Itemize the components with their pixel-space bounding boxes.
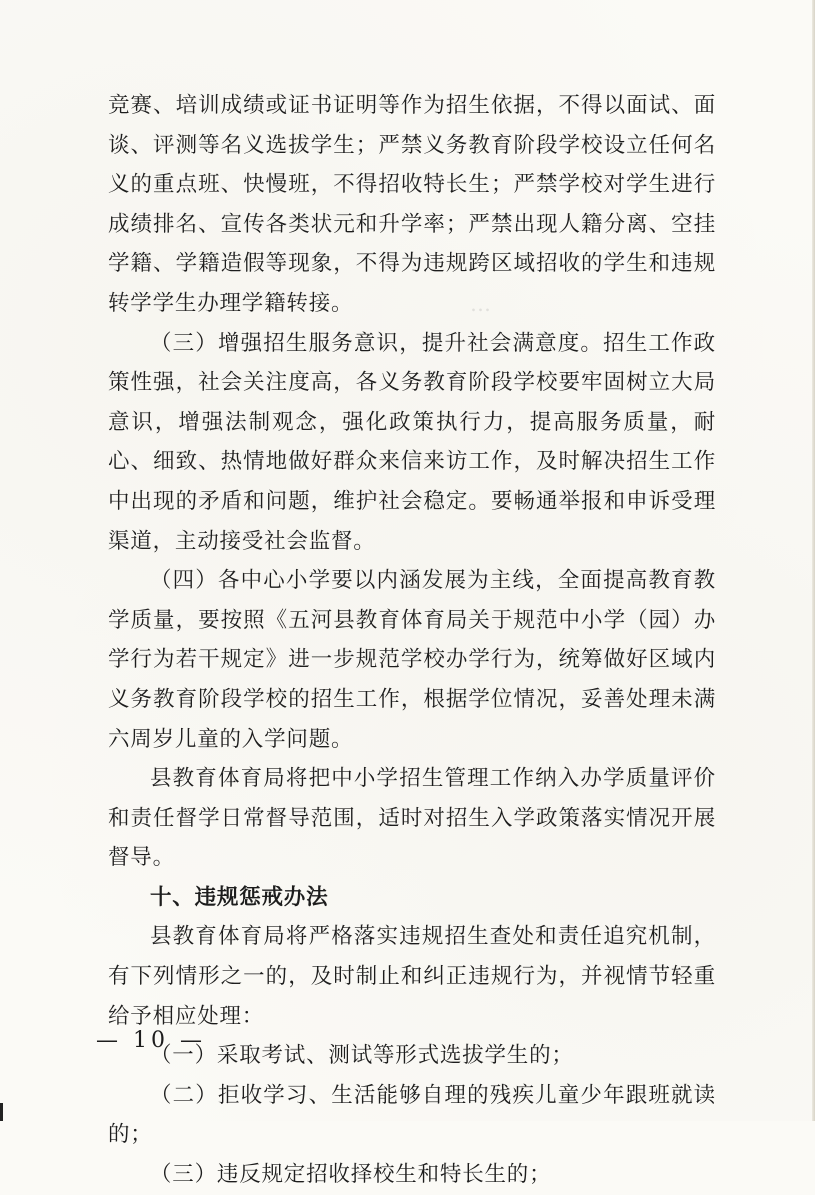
page-number: — 10 — (96, 1028, 206, 1053)
paragraph-continuation: 竞赛、培训成绩或证书证明等作为招生依据，不得以面试、面谈、评测等名义选拔学生；严禁义务教育阶段学校设立任何名义的重点班、快慢班，不得招收特长生；严禁学校对学生进行成绩排名、宣传各类状元和升学率；严禁出现人籍分离、空挂学籍、学籍造假等现象，不得为违规跨区域招收的学生和违规转学学生办理学籍转接。 (108, 93, 716, 316)
list-item-penalty-2: （二）拒收学习、生活能够自理的残疾儿童少年跟班就读的； (108, 1082, 716, 1148)
list-item-penalty-1: （一）采取考试、测试等形式选拔学生的； (150, 1043, 574, 1069)
paragraph-supervision: 县教育体育局将把中小学招生管理工作纳入办学质量评价和责任督学日常督导范围，适时对招生入学政策落实情况开展督导。 (108, 766, 716, 871)
paragraph-penalty-intro: 县教育体育局将严格落实违规招生查处和责任追究机制，有下列情形之一的，及时制止和纠正违规行为，并视情节轻重给予相应处理： (108, 924, 716, 1029)
paragraph-item-4: （四）各中心小学要以内涵发展为主线，全面提高教育教学质量，要按照《五河县教育体育局关于规范中小学（园）办学行为若干规定》进一步规范学校办学行为，统筹做好区域内义务教育阶段学校的招生工作，根据学位情况，妥善处理未满六周岁儿童的入学问题。 (108, 568, 716, 752)
bleed-through-text: … (470, 292, 491, 316)
paragraph-item-3: （三）增强招生服务意识，提升社会满意度。招生工作政策性强，社会关注度高，各义务教育阶段学校要牢固树立大局意识，增强法制观念，强化政策执行力，提高服务质量，耐心、细致、热情地做好群众来信来访工作，及时解决招生工作中出现的矛盾和问题，维护社会稳定。要畅通举报和申诉受理渠道，主动接受社会监督。 (108, 330, 716, 554)
section-heading-10: 十、违规惩戒办法 (150, 884, 329, 910)
list-item-penalty-3: （三）违反规定招收择校生和特长生的； (150, 1162, 552, 1188)
scan-edge-mark (0, 1103, 3, 1121)
